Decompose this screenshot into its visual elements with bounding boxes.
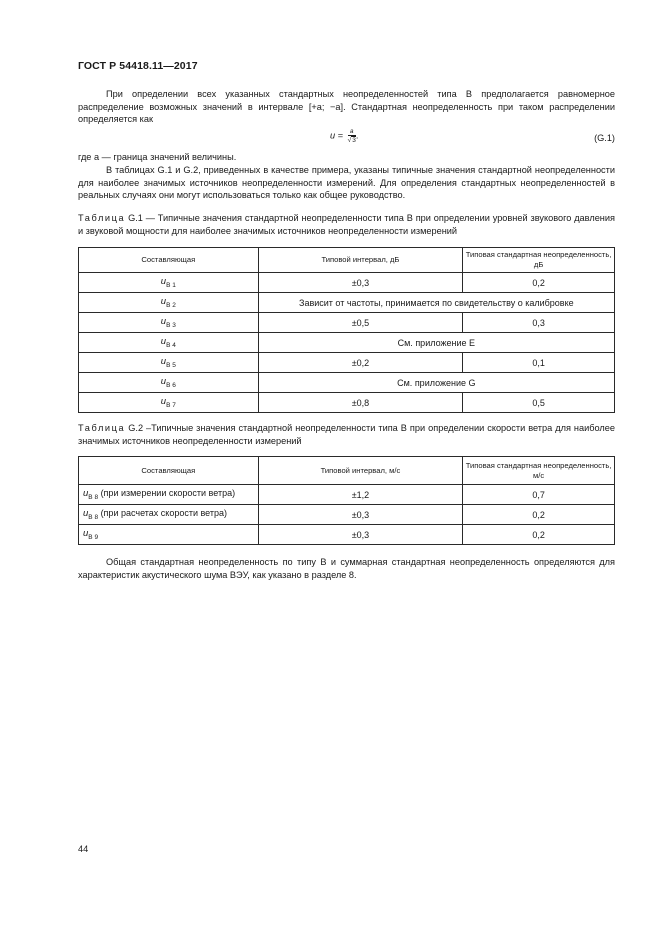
table-row: $u_{B 8}$ (при измерении скорости ветра) ±1,2 0,7 [79,485,615,505]
summary-paragraph: Общая стандартная неопределенность по типу В и суммарная стандартная неопределенность определяются для характеристик акустического шума ВЭУ, как указано в разделе 8. [78,557,615,580]
tables-paragraph: В таблицах G.1 и G.2, приведенных в качестве примера, указаны типичные значения стандартной неопределенности для наиболее значимых источников неопределенности измерений. Для определения стандартных неопределенностей в реальных случаях они могут использоваться только как общее руководство. [78,165,615,201]
table-row: $u_{B 4}$ См. приложение E [79,333,615,353]
page-number: 44 [78,844,89,854]
table-g2 [78,456,615,545]
definition-paragraph: где a — граница значений величины. [78,152,237,162]
table-row: $u_{B 8}$ (при расчетах скорости ветра) ±0,3 0,2 [79,505,615,525]
table-row: $u_{B 6}$ См. приложение G [79,373,615,393]
formula-fraction: $\frac{a}{√3}$ [347,128,356,144]
table-row: $u_{B 7}$ ±0,8 0,5 [79,393,615,413]
table-row: $u_{B 5}$ ±0,2 0,1 [79,353,615,373]
document-header: ГОСТ Р 54418.11—2017 [78,60,198,72]
table-header-row: Составляющая Типовой интервал, м/с Типовая стандартная неопределенность, м/с [79,457,615,485]
intro-paragraph: При определении всех указанных стандартных неопределенностей типа В предполагается равномерное распределение возможных значений в интервале [+a; −a]. Стандартная неопределенность при таком распределении определяется как [78,89,615,125]
table-row: $u_{B 3}$ ±0,5 0,3 [79,313,615,333]
table-row: $u_{B 2}$ Зависит от частоты, принимается по свидетельству о калибровке [79,293,615,313]
table1-caption: Таблица G.1 — Типичные значения стандартной неопределенности типа В при определении уровней звукового давления и звуковой мощности для наиболее значимых источников неопределенности измерений [78,213,615,236]
table-header-row: Составляющая Типовой интервал, дБ Типовая стандартная неопределенность, дБ [79,248,615,273]
table-row: $u_{B 1}$ ±0,3 0,2 [79,273,615,293]
table2-caption: Таблица G.2 –Типичные значения стандартной неопределенности типа В при определении скорости ветра для наиболее значимых источников неопределенности измерений [78,423,615,446]
table-row: $u_{B 9}$ ±0,3 0,2 [79,525,615,545]
formula-expression: u = $\frac{a}{√3}$ . [330,128,359,144]
formula-number: (G.1) [594,133,615,143]
table-g1 [78,247,615,413]
